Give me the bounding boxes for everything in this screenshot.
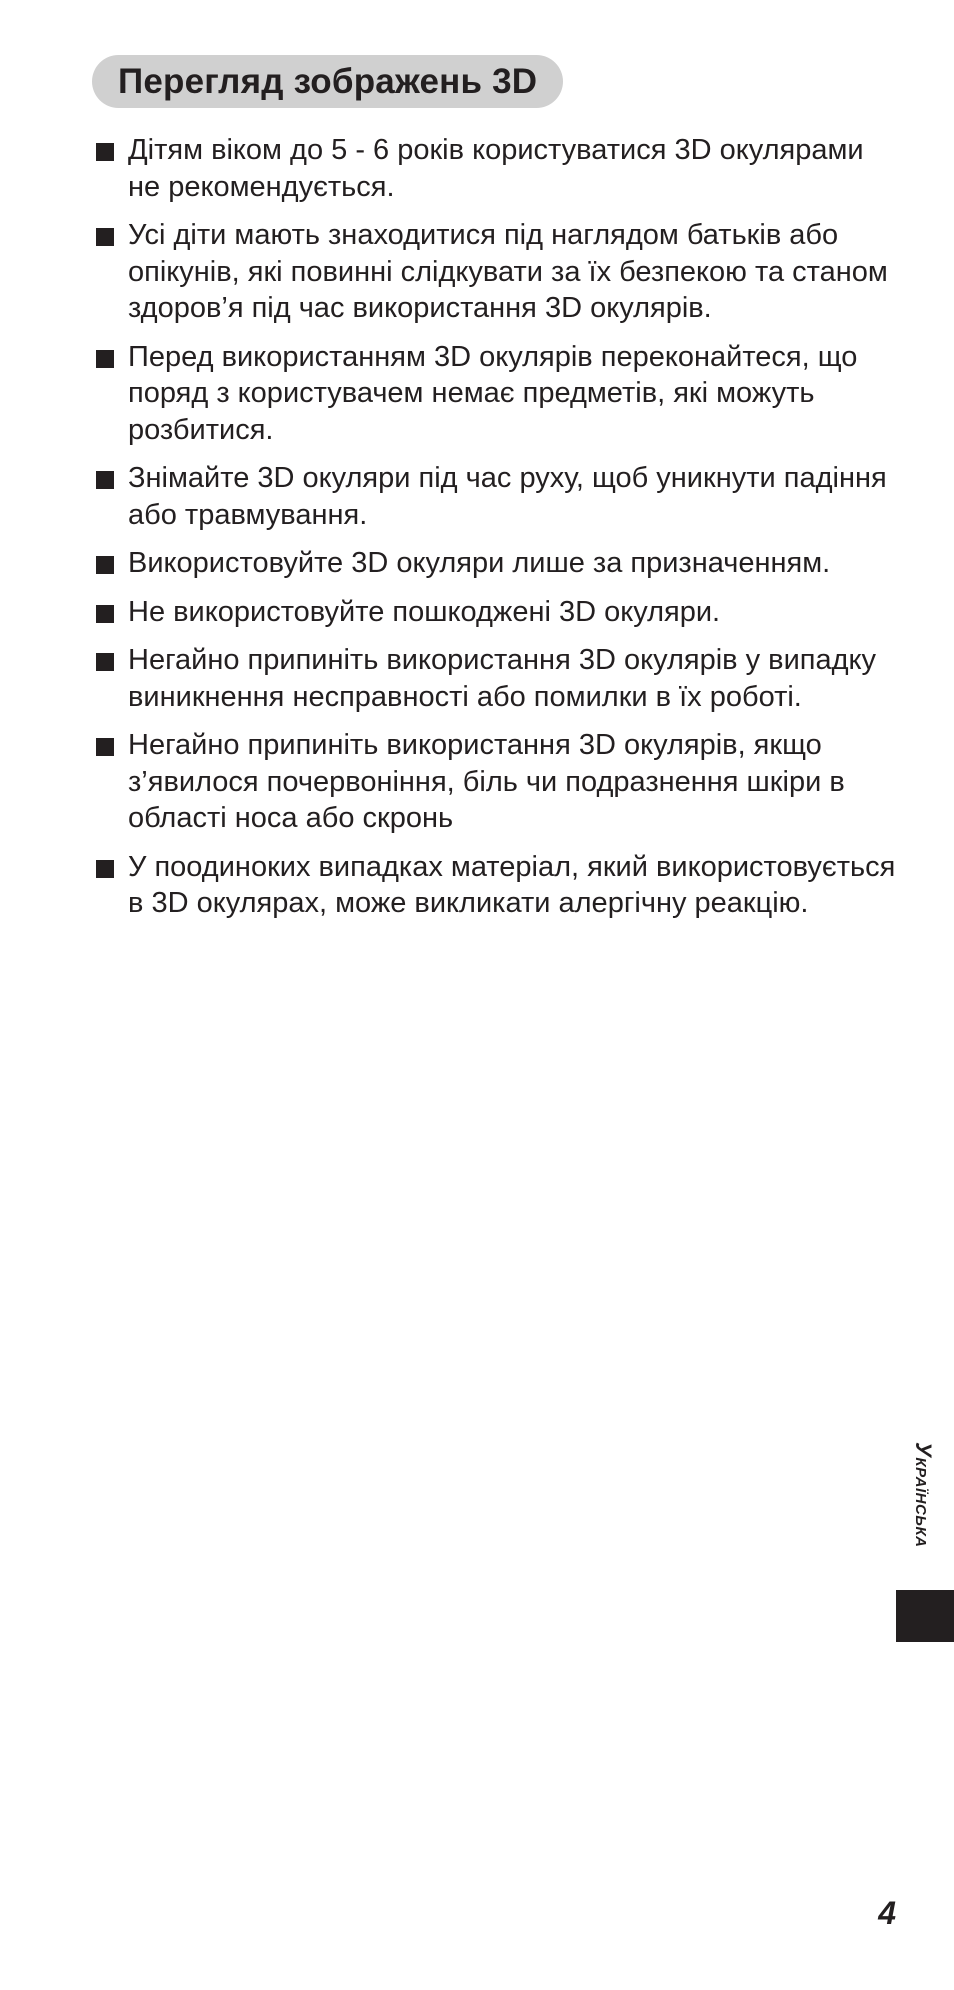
square-bullet-icon xyxy=(96,350,114,368)
list-item-text: Знімайте 3D окуляри під час руху, щоб уникнути падіння або травмування. xyxy=(128,462,887,531)
list-item-text: У поодиноких випадках матеріал, який використовується в 3D окулярах, може викликати алергічну реакцію. xyxy=(128,850,896,919)
list-item xyxy=(96,642,896,715)
list-item-text: Використовуйте 3D окуляри лише за призначенням. xyxy=(128,547,831,579)
section-heading xyxy=(92,55,563,108)
list-item xyxy=(96,727,896,837)
list-item xyxy=(96,217,896,327)
square-bullet-icon xyxy=(96,228,114,246)
square-bullet-icon xyxy=(96,471,114,489)
list-item xyxy=(96,594,896,631)
list-item-text: Дітям віком до 5 - 6 років користуватися 3D окулярами не рекомендується. xyxy=(128,134,864,203)
list-item xyxy=(96,849,896,922)
language-tab-marker xyxy=(896,1590,954,1642)
language-tab-label: Українська xyxy=(911,1442,936,1548)
list-item-text: Усі діти мають знаходитися під наглядом батьків або опікунів, які повинні слідкувати за їх безпекою та станом здоров’я під час використання 3D окулярів. xyxy=(128,219,888,324)
section-title: Перегляд зображень 3D xyxy=(118,62,538,101)
list-item-text: Перед використанням 3D окулярів переконайтеся, що поряд з користувачем немає предметів, які можуть розбитися. xyxy=(128,340,858,446)
list-item xyxy=(96,132,896,205)
safety-list xyxy=(96,132,896,934)
square-bullet-icon xyxy=(96,556,114,574)
page-number: 4 xyxy=(878,1895,896,1931)
list-item xyxy=(96,545,896,582)
list-item-text: Негайно припиніть використання 3D окулярів у випадку виникнення несправності або помилки в їх роботі. xyxy=(128,644,877,713)
list-item xyxy=(96,339,896,449)
square-bullet-icon xyxy=(96,738,114,756)
square-bullet-icon xyxy=(96,860,114,878)
square-bullet-icon xyxy=(96,143,114,161)
square-bullet-icon xyxy=(96,653,114,671)
list-item xyxy=(96,460,896,533)
square-bullet-icon xyxy=(96,605,114,623)
list-item-text: Не використовуйте пошкоджені 3D окуляри. xyxy=(128,595,721,628)
list-item-text: Негайно припиніть використання 3D окулярів, якщо з’явилося почервоніння, біль чи подразнення шкіри в області носа або скронь xyxy=(128,729,845,834)
